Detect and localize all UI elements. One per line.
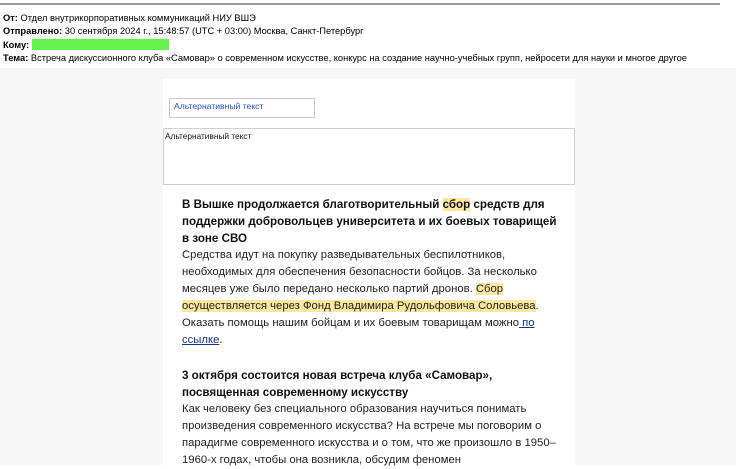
- article-heading-samovar: 3 октября состоится новая встреча клуба «Самовар», посвященная современному искусству: [182, 369, 493, 399]
- alt-text-label: Альтернативный текст: [165, 131, 252, 141]
- email-headers: [3, 12, 687, 65]
- to-label: Кому:: [3, 39, 30, 50]
- newsletter-content: [182, 196, 564, 469]
- sent-label: Отправлено:: [3, 26, 63, 37]
- header-divider: [0, 3, 720, 5]
- article-body-fundraising: Средства идут на покупку разведывательных беспилотников, необходимых для обеспечения безопасности бойцов. За несколько месяцев уже было передано несколько партий дронов. Сбор осуществляется через Фонд Владимира Рудольфовича Соловьева. Оказать помощь нашим бойцам и их боевым товарищам можно по ссылке.: [182, 249, 539, 346]
- subject-value: Встреча дискуссионного клуба «Самовар» о современном искусстве, конкурс на создание научно-учебных групп, нейросети для науки и многое другое: [30, 52, 687, 63]
- sent-row: [3, 25, 687, 38]
- subject-label: Тема:: [3, 52, 29, 63]
- sent-value: 30 сентября 2024 г., 15:48:57 (UTC + 03:00) Москва, Санкт-Петербург: [64, 26, 364, 37]
- subject-row: [3, 52, 687, 65]
- article-heading-fundraising: В Вышке продолжается благотворительный сбор средств для поддержки добровольцев университета и их боевых товарищей в зоне СВО: [182, 198, 557, 245]
- alt-text-label: Альтернативный текст: [174, 101, 264, 111]
- highlighted-text: Сбор осуществляется через Фонд Владимира Рудольфовича Соловьева: [182, 283, 536, 312]
- from-value[interactable]: Отдел внутрикорпоративных коммуникаций НИУ ВШЭ: [20, 13, 256, 23]
- to-row: [3, 39, 687, 52]
- image-placeholder-banner[interactable]: [163, 128, 575, 185]
- from-row: [3, 12, 687, 25]
- highlighted-term: сбор: [442, 198, 471, 211]
- article-body-samovar: Как человеку без специального образования научиться понимать произведения современного искусства? На встрече мы поговорим о парадигме современного искусства и о том, что же произошло в 1950–1960-х годах, чтобы она возникла, обсудим феномен: [182, 403, 556, 466]
- redacted-recipient: [32, 39, 169, 50]
- donation-link[interactable]: по ссылке: [182, 317, 535, 346]
- from-label: От:: [3, 13, 18, 23]
- image-placeholder-logo[interactable]: [169, 98, 315, 118]
